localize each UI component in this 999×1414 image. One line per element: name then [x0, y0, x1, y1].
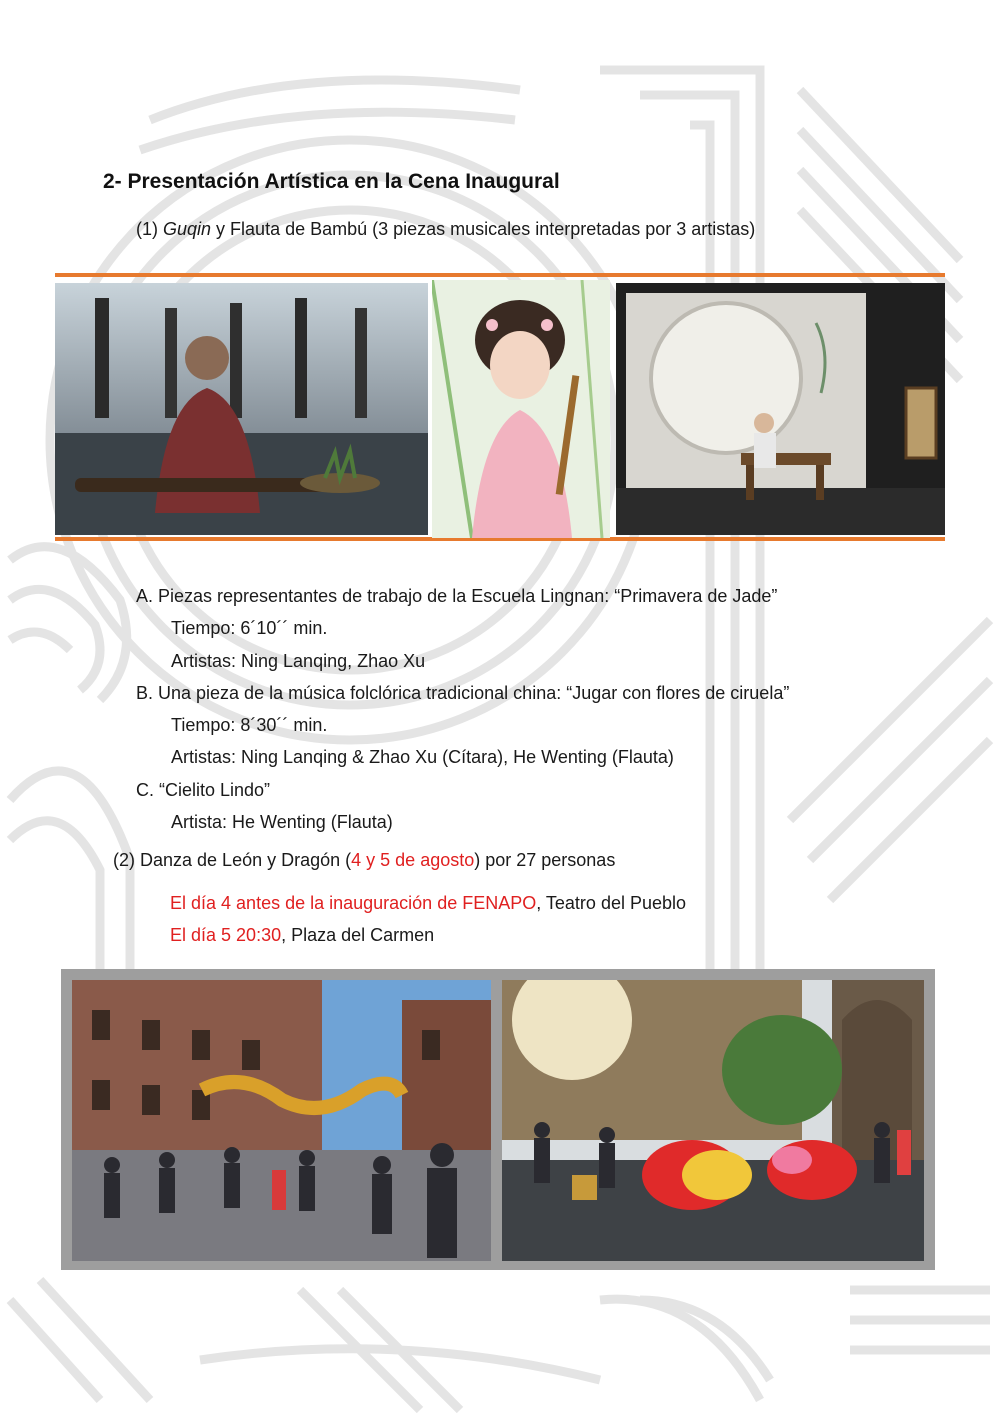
section-title: 2- Presentación Artística en la Cena Inaugural [103, 170, 560, 193]
item-1-heading [136, 219, 755, 240]
item-2-heading [113, 850, 615, 871]
item-2-dates: 4 y 5 de agosto [351, 850, 475, 870]
day4-red: El día 4 antes de la inauguración de FENAPO [170, 893, 537, 913]
piece-a-time: Tiempo: 6´10´´ min. [171, 618, 328, 639]
piece-a-artists: Artistas: Ning Lanqing, Zhao Xu [171, 650, 426, 671]
item-2-prefix: (2) Danza de León y Dragón ( [113, 850, 352, 870]
photo-dragon-street [72, 980, 491, 1261]
day4-venue: , Teatro del Pueblo [536, 893, 687, 913]
item-1-rest: y Flauta de Bambú (3 piezas musicales interpretadas por 3 artistas) [211, 219, 756, 239]
photo-stage-performance [616, 283, 945, 535]
orange-top-rule [55, 273, 945, 277]
piece-b-heading: B. Una pieza de la música folclórica tradicional china: “Jugar con flores de ciruela” [136, 682, 790, 703]
day5-venue: , Plaza del Carmen [281, 925, 435, 945]
piece-b-artists: Artistas: Ning Lanqing & Zhao Xu (Cítara), He Wenting (Flauta) [171, 747, 674, 768]
photo-guqin-player [55, 283, 428, 535]
photo-flute-artist [432, 280, 610, 538]
item-2-suffix: ) por 27 personas [474, 850, 616, 870]
piece-b-time: Tiempo: 8´30´´ min. [171, 715, 328, 736]
item-2-day5 [170, 925, 434, 946]
day5-red: El día 5 20:30 [170, 925, 282, 945]
item-1-guqin: Guqin [163, 219, 212, 239]
item-1-prefix: (1) [136, 219, 163, 239]
piece-a-heading: A. Piezas representantes de trabajo de la Escuela Lingnan: “Primavera de Jade” [136, 586, 778, 606]
piece-c-heading: C. “Cielito Lindo” [136, 779, 271, 800]
pieces-list [136, 580, 789, 838]
photo-lion-dance-courtyard [502, 980, 924, 1261]
item-2-day4 [170, 893, 686, 914]
piece-c-artists: Artista: He Wenting (Flauta) [171, 812, 393, 833]
